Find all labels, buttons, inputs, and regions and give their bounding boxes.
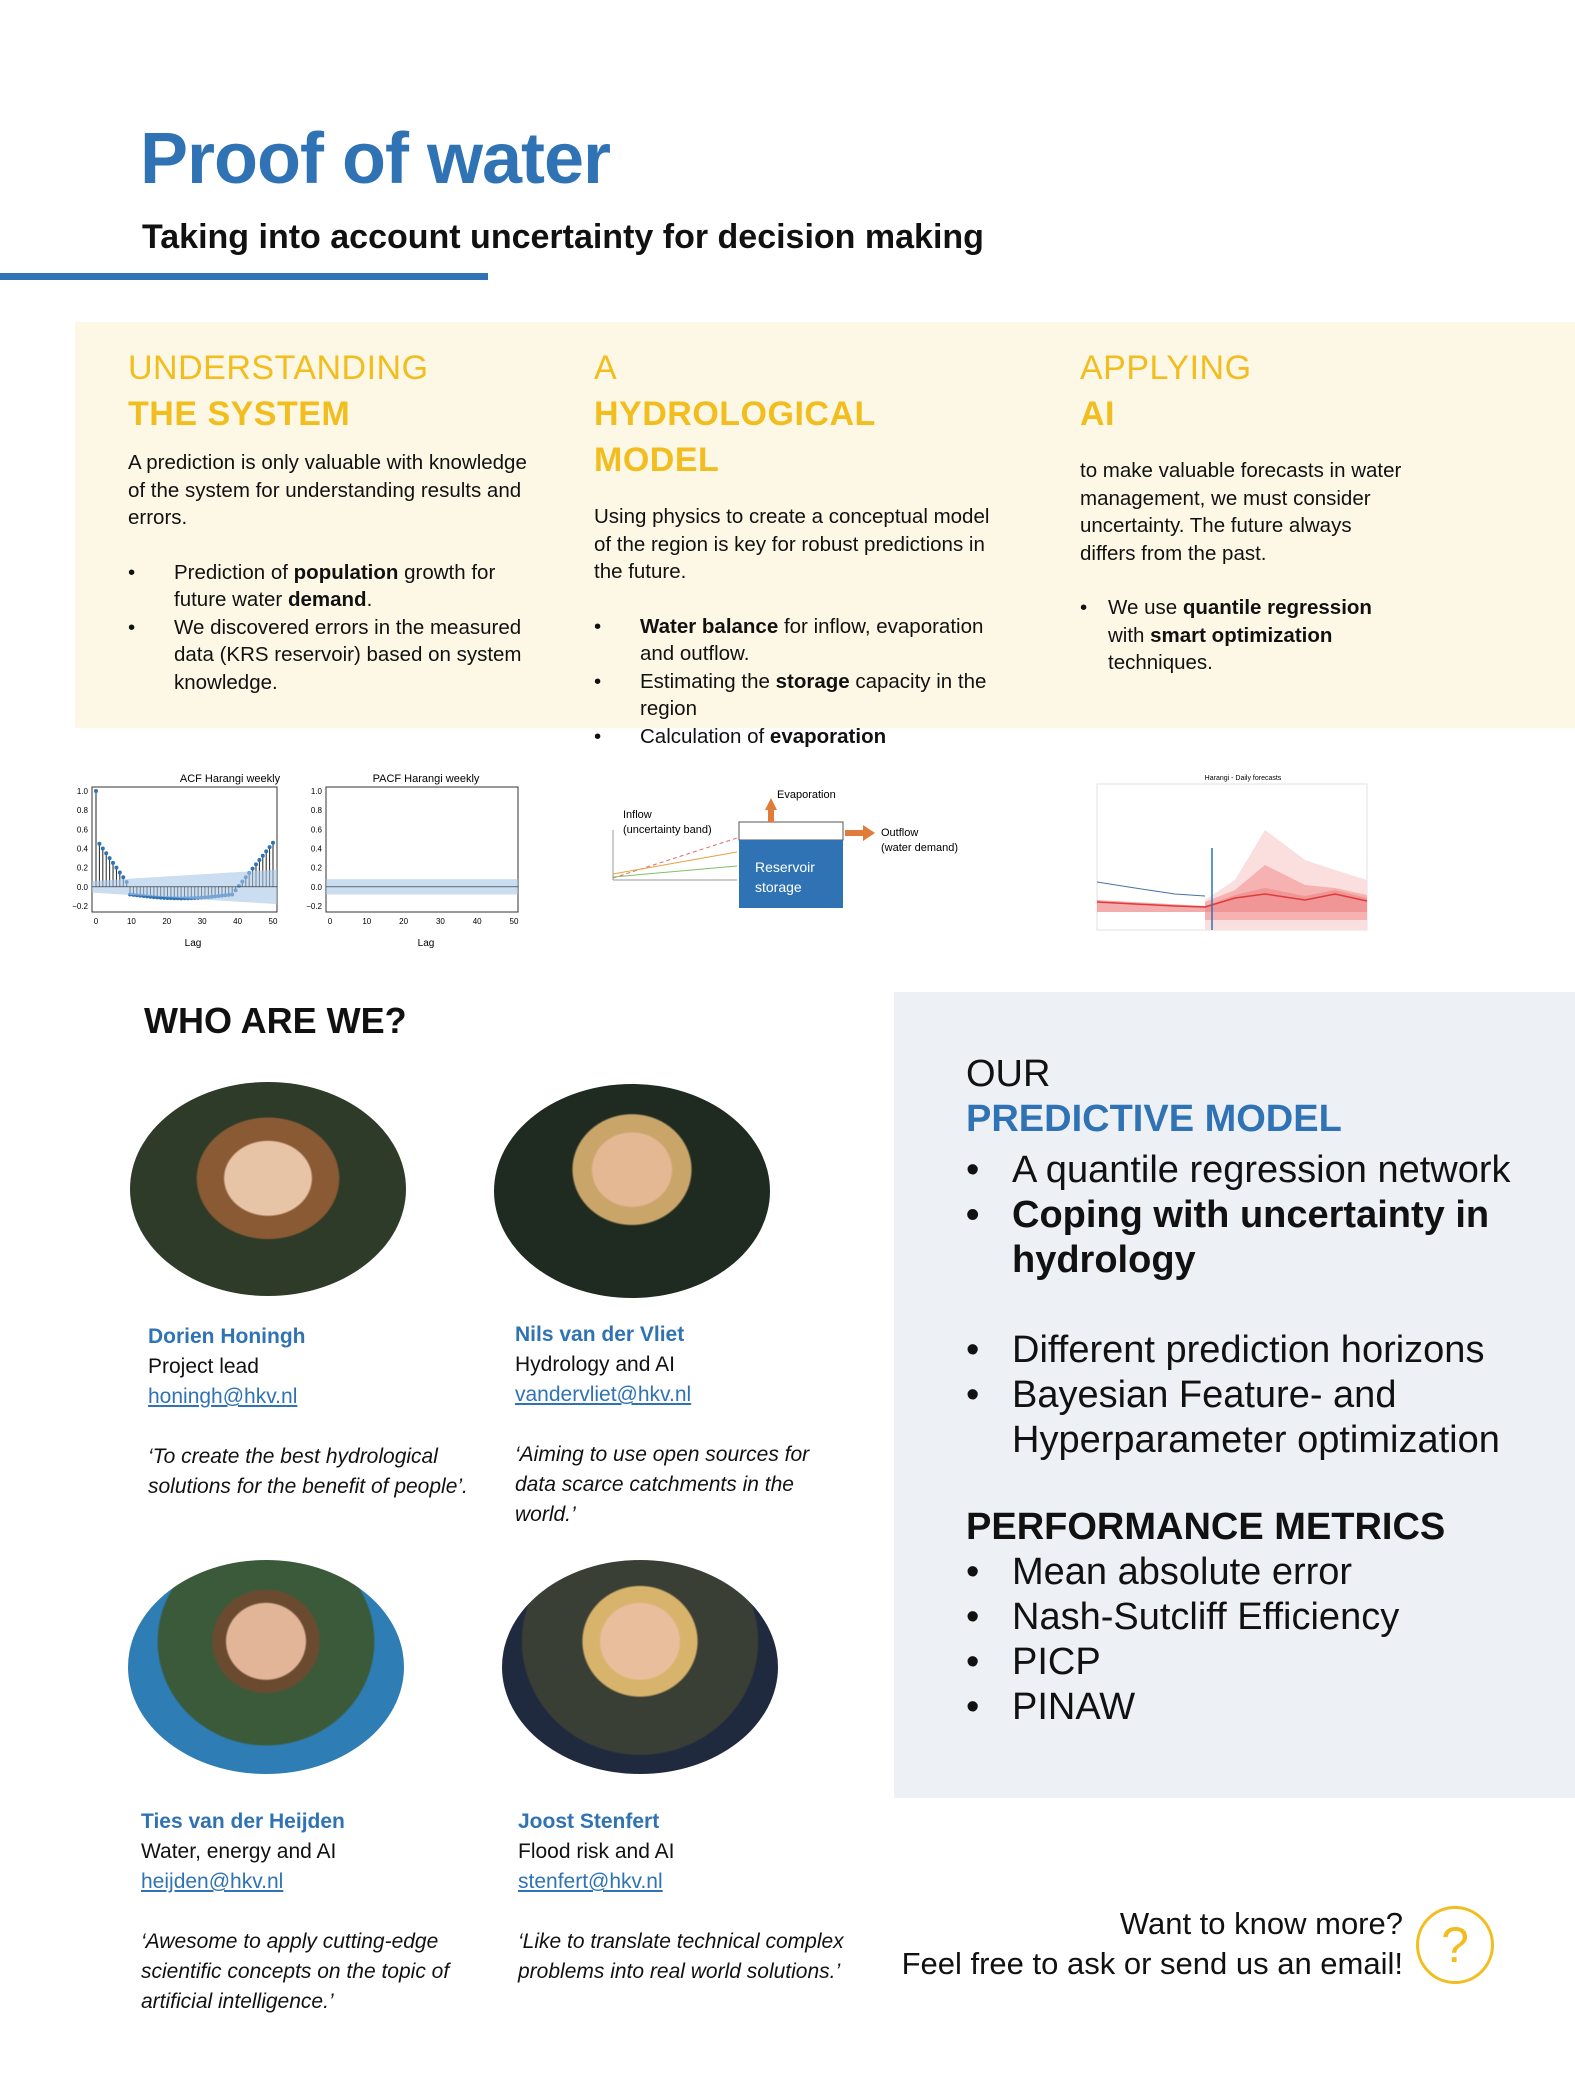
acf-title: ACF Harangi weekly (179, 773, 281, 785)
avatar-nils (494, 1084, 770, 1298)
acf-point (114, 866, 118, 870)
column-intro: A prediction is only valuable with knowledge of the system for understanding results and errors. (128, 451, 527, 529)
column-bullets (594, 613, 994, 751)
outflow-sublabel: (water demand) (881, 842, 959, 854)
list-item: • A quantile regression network (966, 1148, 1526, 1193)
reservoir-sublabel: storage (755, 879, 802, 895)
x-tick-label: 30 (197, 917, 207, 926)
x-tick-label: 0 (327, 917, 333, 926)
acf-point (257, 858, 261, 862)
list-item: • Calculation of evaporation (594, 723, 994, 751)
avatar-dorien (130, 1082, 406, 1296)
forecast-figure (1075, 770, 1395, 940)
list-item: • Prediction of population growth for future water demand. (128, 559, 548, 614)
acf-point (104, 851, 108, 855)
list-item: • Nash-Sutcliff Efficiency (966, 1595, 1526, 1640)
email-link[interactable]: heijden@hkv.nl (141, 1870, 284, 1893)
x-tick-label: 50 (268, 917, 278, 926)
avatar-ties (128, 1560, 404, 1774)
x-tick-label: 30 (435, 917, 445, 926)
acf-point (97, 842, 101, 846)
x-tick-label: 40 (233, 917, 243, 926)
avatar-joost (502, 1560, 778, 1774)
person-name: Dorien Honingh (148, 1325, 306, 1348)
list-item: • PINAW (966, 1685, 1526, 1730)
column-heading: APPLYING AI (1080, 349, 1252, 433)
person-card-ties (141, 1807, 491, 2017)
acf-point (268, 845, 272, 849)
y-tick-label: 0.0 (310, 882, 322, 892)
x-tick-label: 10 (126, 917, 136, 926)
pacf-x-label: Lag (417, 938, 435, 949)
question-icon: ? (1416, 1906, 1494, 1984)
column-heading: UNDERSTANDING THE SYSTEM (128, 349, 429, 433)
acf-y-ticks (72, 787, 88, 911)
x-tick-label: 20 (399, 917, 409, 926)
y-tick-label: 0.8 (76, 806, 88, 816)
list-item: • We discovered errors in the measured data (KRS reservoir) based on system knowledge. (128, 614, 548, 697)
person-role: Hydrology and AI (515, 1353, 675, 1376)
model-heading-line1: OUR (966, 1053, 1051, 1095)
outflow-arrow (845, 830, 863, 836)
inflow-label: Inflow (623, 809, 652, 821)
person-card-dorien (148, 1322, 478, 1502)
list-item: • Coping with uncertainty in hydrology (966, 1193, 1526, 1283)
y-tick-label: 0.4 (76, 844, 88, 854)
column-intro: to make valuable forecasts in water management, we must consider uncertainty. The future always differs from the past. (1080, 459, 1402, 565)
outflow-label: Outflow (881, 827, 919, 839)
x-tick-label: 50 (509, 917, 519, 926)
person-quote: ‘Like to translate technical complex problems into real world solutions.’ (518, 1930, 844, 1983)
forecast-title: Harangi - Daily forecasts (1204, 775, 1282, 782)
acf-point (271, 841, 275, 845)
x-tick-label: 10 (362, 917, 372, 926)
acf-point (94, 789, 98, 793)
person-quote: ‘To create the best hydrological solutions for the benefit of people’. (148, 1445, 468, 1498)
column-understanding (128, 345, 548, 696)
reservoir-label: Reservoir (755, 859, 815, 875)
x-tick-label: 40 (472, 917, 482, 926)
acf-point (118, 870, 122, 874)
page-subtitle: Taking into account uncertainty for decision making (142, 218, 984, 256)
email-link[interactable]: honingh@hkv.nl (148, 1385, 298, 1408)
acf-point (251, 867, 255, 871)
y-tick-label: 0.4 (310, 844, 322, 854)
person-name: Ties van der Heijden (141, 1810, 345, 1833)
y-tick-label: 0.2 (76, 863, 88, 873)
evaporation-arrow (765, 798, 777, 810)
pacf-title: PACF Harangi weekly (372, 773, 480, 785)
model-features (966, 1148, 1526, 1283)
acf-pacf-figure (68, 770, 538, 950)
column-bullets (128, 559, 548, 697)
person-role: Water, energy and AI (141, 1840, 337, 1863)
team-heading: WHO ARE WE? (144, 1000, 407, 1041)
y-tick-label: 0.6 (310, 825, 322, 835)
y-tick-label: −0.2 (72, 902, 88, 911)
email-link[interactable]: stenfert@hkv.nl (518, 1870, 663, 1893)
inflow-sublabel: (uncertainty band) (623, 824, 712, 836)
acf-point (261, 854, 265, 858)
acf-x-label: Lag (184, 938, 202, 949)
y-tick-label: 1.0 (76, 787, 88, 796)
list-item: • Bayesian Feature- and Hyperparameter optimization (966, 1373, 1526, 1463)
page-title: Proof of water (140, 119, 611, 199)
y-tick-label: −0.2 (306, 902, 322, 911)
list-item: • PICP (966, 1640, 1526, 1685)
model-heading-line2: PREDICTIVE MODEL (966, 1098, 1342, 1140)
x-tick-label: 20 (162, 917, 172, 926)
y-tick-label: 0.8 (310, 806, 322, 816)
column-heading: A HYDROLOGICAL MODEL (594, 349, 876, 479)
person-role: Flood risk and AI (518, 1840, 675, 1863)
person-name: Nils van der Vliet (515, 1323, 685, 1346)
title-divider (0, 273, 488, 280)
lag-x-ticks (94, 917, 519, 926)
y-tick-label: 1.0 (310, 787, 322, 796)
y-tick-label: 0.2 (310, 863, 322, 873)
metrics-list (966, 1550, 1526, 1730)
list-item: • Mean absolute error (966, 1550, 1526, 1595)
person-name: Joost Stenfert (518, 1810, 660, 1833)
person-quote: ‘Aiming to use open sources for data scarce catchments in the world.’ (515, 1443, 810, 1526)
predictive-model-content (966, 1052, 1526, 1730)
acf-point (108, 856, 112, 860)
y-tick-label: 0.6 (76, 825, 88, 835)
acf-point (111, 861, 115, 865)
contact-text: Want to know more? Feel free to ask or send us an email! (901, 1906, 1403, 1981)
acf-point (101, 847, 105, 851)
acf-point (264, 849, 268, 853)
acf-point (254, 862, 258, 866)
evaporation-label: Evaporation (777, 789, 836, 801)
email-link[interactable]: vandervliet@hkv.nl (515, 1383, 692, 1406)
column-applying-ai (1080, 345, 1410, 677)
person-quote: ‘Awesome to apply cutting-edge scientific concepts on the topic of artificial intelligence.’ (141, 1930, 450, 2013)
pacf-y-ticks (306, 787, 322, 911)
list-item: • Different prediction horizons (966, 1328, 1526, 1373)
person-card-joost (518, 1807, 848, 1987)
x-tick-label: 0 (93, 917, 99, 926)
list-item: • We use quantile regression with smart optimization techniques. (1080, 594, 1410, 677)
reservoir-diagram (605, 780, 985, 940)
metrics-heading: PERFORMANCE METRICS (966, 1506, 1446, 1548)
column-bullets (1080, 594, 1410, 677)
column-hydrological-model (594, 345, 994, 750)
list-item: • Estimating the storage capacity in the region (594, 668, 994, 723)
column-intro: Using physics to create a conceptual model of the region is key for robust predictions in the future. (594, 505, 990, 583)
acf-point (121, 875, 125, 879)
person-card-nils (515, 1320, 845, 1530)
list-item: • Water balance for inflow, evaporation and outflow. (594, 613, 994, 668)
person-role: Project lead (148, 1355, 259, 1378)
model-features-2 (966, 1328, 1526, 1463)
y-tick-label: 0.0 (76, 882, 88, 892)
